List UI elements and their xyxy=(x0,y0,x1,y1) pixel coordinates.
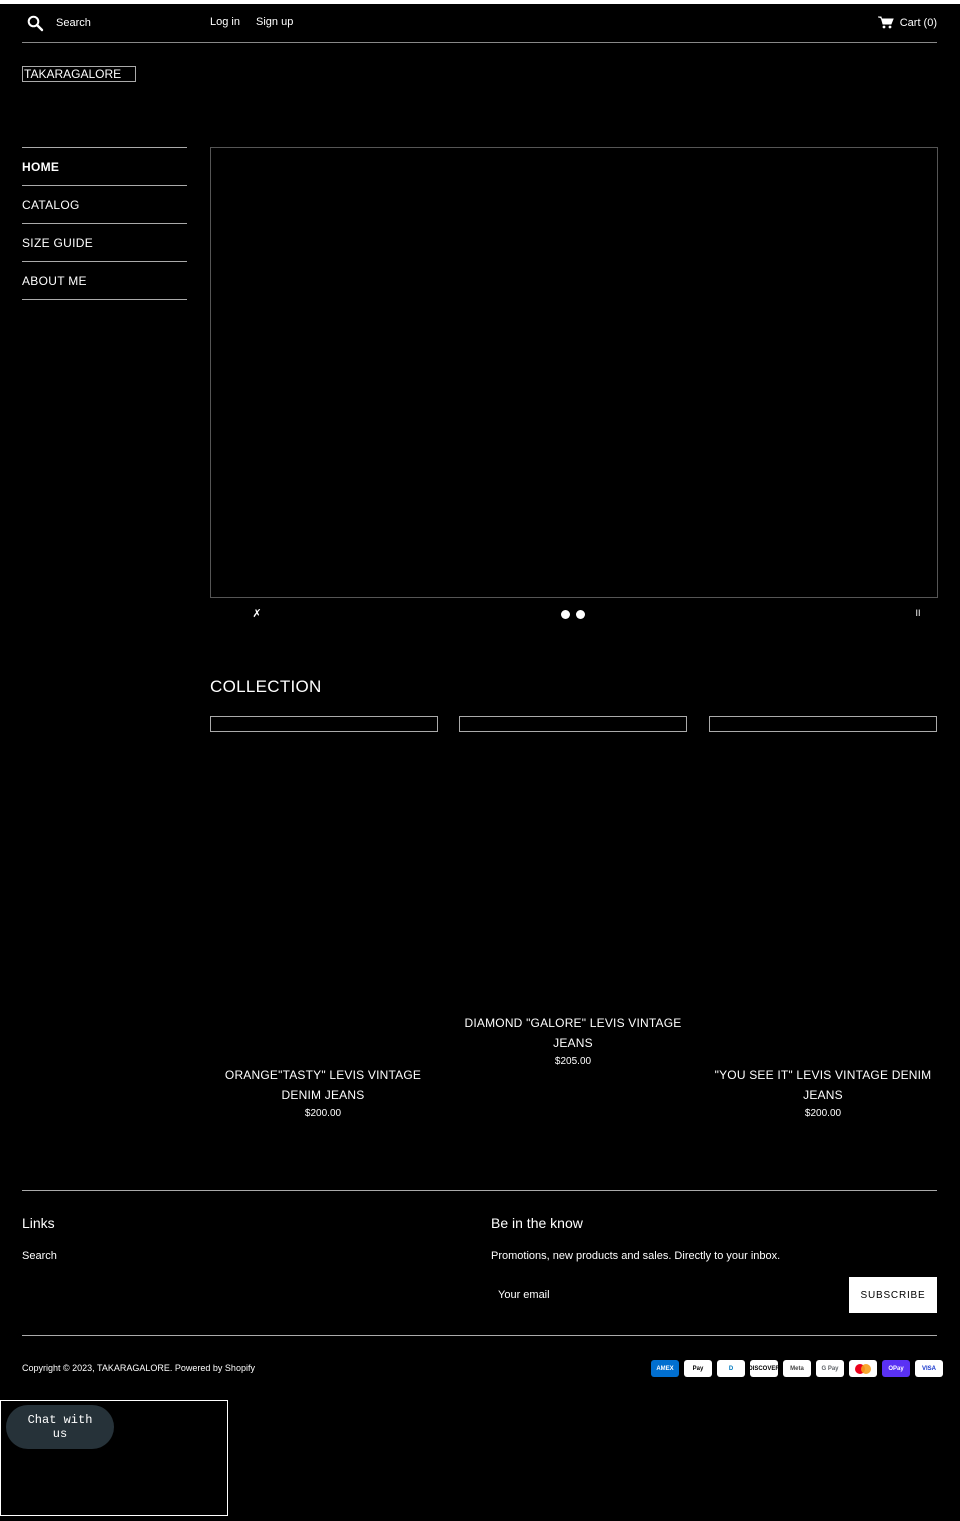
payment-method-icon: G Pay xyxy=(816,1360,844,1377)
slide-dot[interactable] xyxy=(576,610,585,619)
copyright: Copyright © 2023, TAKARAGALORE. Powered by Shopify xyxy=(22,1363,255,1373)
cart-label: Cart (0) xyxy=(899,16,937,29)
login-link[interactable]: Log in xyxy=(210,16,240,28)
chat-button[interactable]: Chat with us xyxy=(6,1405,114,1449)
header-bar xyxy=(22,4,937,43)
product-image[interactable] xyxy=(459,716,687,732)
payment-method-icon: AMEX xyxy=(651,1360,679,1377)
hero-slideshow[interactable] xyxy=(210,147,938,598)
cart-link[interactable] xyxy=(878,16,937,29)
product-price: $200.00 xyxy=(304,1108,342,1119)
product-name: DIAMOND "GALORE" LEVIS VINTAGE xyxy=(464,1016,682,1030)
copyright-prefix: Copyright © 2023, xyxy=(22,1363,95,1373)
product-price: $205.00 xyxy=(554,1056,592,1067)
product-name: JEANS xyxy=(803,1088,843,1102)
product-name: JEANS xyxy=(553,1036,593,1050)
powered-by-link[interactable]: Powered by Shopify xyxy=(174,1363,255,1373)
subscribe-button[interactable]: SUBSCRIBE xyxy=(849,1277,937,1313)
search-icon[interactable] xyxy=(27,15,43,31)
email-field[interactable] xyxy=(491,1277,843,1313)
payment-method-icon: D xyxy=(717,1360,745,1377)
payment-method-icon: DISCOVER xyxy=(750,1360,778,1377)
product-name: DENIM JEANS xyxy=(281,1088,365,1102)
cart-icon xyxy=(878,16,893,29)
slide-dot[interactable] xyxy=(561,610,570,619)
payment-method-icon: VISA xyxy=(915,1360,943,1377)
sidebar-divider xyxy=(22,299,187,300)
footer-links-title: Links xyxy=(22,1215,55,1231)
footer-link-search[interactable]: Search xyxy=(22,1250,57,1262)
sidebar-item-size-guide[interactable]: SIZE GUIDE xyxy=(22,223,187,261)
sidebar-nav xyxy=(22,147,187,300)
payment-method-icon xyxy=(849,1360,877,1377)
newsletter-title: Be in the know xyxy=(491,1215,583,1231)
slideshow-dots xyxy=(561,610,585,619)
site-logo[interactable]: TAKARAGALORE xyxy=(22,66,136,82)
product-name: ORANGE"TASTY" LEVIS VINTAGE xyxy=(224,1068,422,1082)
signup-link[interactable]: Sign up xyxy=(256,16,294,28)
sidebar-item-home[interactable]: HOME xyxy=(22,147,187,185)
sidebar-item-catalog[interactable]: CATALOG xyxy=(22,185,187,223)
payment-icons xyxy=(651,1360,943,1377)
product-card[interactable] xyxy=(709,1065,937,1119)
payment-method-icon: Pay xyxy=(684,1360,712,1377)
collection-title: COLLECTION xyxy=(210,677,322,696)
shop-name-link[interactable]: TAKARAGALORE xyxy=(97,1363,170,1373)
slideshow-pause-icon[interactable]: II xyxy=(915,608,921,618)
search-input[interactable] xyxy=(56,14,206,32)
newsletter-text: Promotions, new products and sales. Directly to your inbox. xyxy=(491,1250,781,1262)
product-price: $200.00 xyxy=(804,1108,842,1119)
product-image[interactable] xyxy=(709,716,937,732)
product-image[interactable] xyxy=(210,716,438,732)
slideshow-prev-icon[interactable]: ✗ xyxy=(252,608,262,620)
sidebar-item-about-me[interactable]: ABOUT ME xyxy=(22,261,187,299)
product-card[interactable] xyxy=(209,1065,437,1119)
product-card[interactable] xyxy=(459,1013,687,1067)
payment-method-icon: Meta xyxy=(783,1360,811,1377)
product-name: "YOU SEE IT" LEVIS VINTAGE DENIM xyxy=(714,1068,932,1082)
footer-divider xyxy=(22,1335,937,1336)
payment-method-icon: OPay xyxy=(882,1360,910,1377)
footer-divider xyxy=(22,1190,937,1191)
